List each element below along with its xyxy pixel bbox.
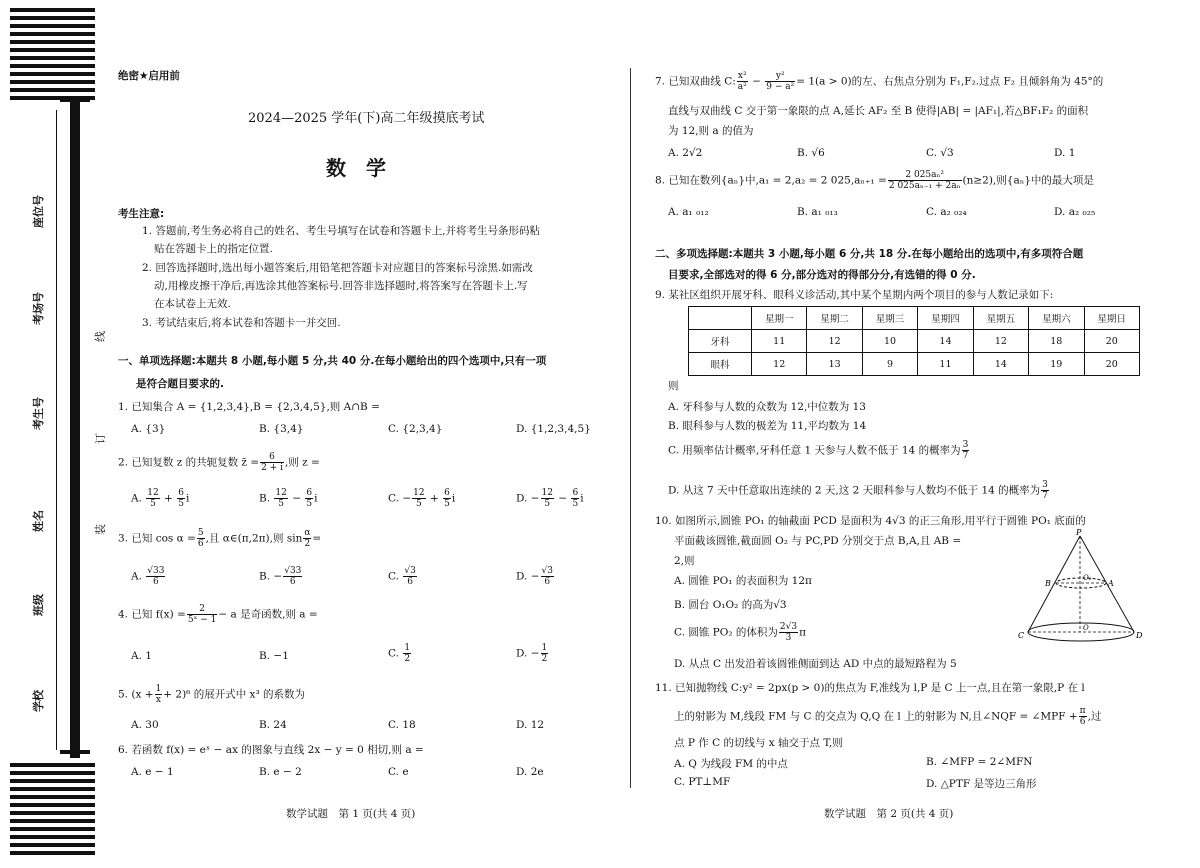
q4-option-c: C. $\frac{1}{2}$ bbox=[388, 643, 411, 664]
question-4: 4. 已知 f(x) = $\frac{2}{\text{5ˣ − 1}}$ − a 是奇函数,则 a = bbox=[118, 604, 318, 625]
table-cell: 11 bbox=[918, 353, 973, 376]
notice-2: 2. 回答选择题时,选出每小题答案后,用铅笔把答题卡对应题目的答案标号涂黑.如需改 bbox=[142, 262, 533, 274]
label-o2: O₂ bbox=[1083, 574, 1092, 582]
table-cell: 10 bbox=[862, 330, 917, 353]
participation-table bbox=[688, 306, 1140, 376]
label-c: C bbox=[1018, 631, 1025, 640]
table-cell: 眼科 bbox=[689, 353, 752, 376]
table-header-cell: 星期二 bbox=[807, 307, 862, 330]
q8-option-c: C. a₂ ₀₂₄ bbox=[926, 206, 967, 218]
class-label: 班级 bbox=[32, 594, 45, 616]
q9-option-a: A. 牙科参与人数的众数为 12,中位数为 13 bbox=[668, 401, 866, 413]
fill-line bbox=[56, 110, 57, 750]
table-header-cell: 星期一 bbox=[752, 307, 807, 330]
table-cell: 12 bbox=[807, 330, 862, 353]
student-number-label: 考生号 bbox=[32, 397, 45, 430]
table-cell: 9 bbox=[862, 353, 917, 376]
q4-option-d: D. − $\frac{1}{2}$ bbox=[516, 643, 548, 664]
q8-option-a: A. a₁ ₀₁₂ bbox=[668, 206, 709, 218]
notice-3: 3. 考试结束后,将本试卷和答题卡一并交回. bbox=[142, 317, 341, 329]
notice-heading: 考生注意: bbox=[118, 208, 165, 220]
q11-option-c: C. PT⊥MF bbox=[674, 776, 731, 788]
table-header-cell: 星期日 bbox=[1084, 307, 1139, 330]
page-divider bbox=[630, 68, 631, 788]
label-d: D bbox=[1136, 631, 1143, 640]
q3-option-b: B. − $\frac{√33}{6}$ bbox=[259, 566, 302, 587]
school-label: 学校 bbox=[32, 690, 45, 712]
bar-tick bbox=[60, 750, 90, 754]
q7-option-a: A. 2√2 bbox=[668, 147, 703, 159]
table-cell: 13 bbox=[807, 353, 862, 376]
table-header-cell bbox=[689, 307, 752, 330]
table-header-row bbox=[689, 307, 1140, 330]
q5-option-c: C. 18 bbox=[388, 719, 416, 731]
bottom-barcode-stripes bbox=[10, 763, 95, 859]
name-label: 姓名 bbox=[32, 510, 45, 532]
binding-char-bind: 装 bbox=[94, 524, 107, 535]
q9-option-d: D. 从这 7 天中任意取出连续的 2 天,这 2 天眼科参与人数均不低于 14 的概率为 $\frac{3}{7}$ bbox=[668, 480, 1048, 501]
q8-option-d: D. a₂ ₀₂₅ bbox=[1054, 206, 1096, 218]
table-cell: 19 bbox=[1029, 353, 1084, 376]
question-11: 11. 已知抛物线 C:y² = 2px(p > 0)的焦点为 F,准线为 l,P 是 C 上一点,且在第一象限,P 在 l bbox=[655, 682, 1085, 694]
q5-option-b: B. 24 bbox=[259, 719, 287, 731]
page-1-footer: 数学试题 第 1 页(共 4 页) bbox=[286, 808, 416, 820]
table-row-eye bbox=[689, 353, 1140, 376]
question-11-line3: 点 P 作 C 的切线与 x 轴交于点 T,则 bbox=[674, 737, 843, 749]
question-3: 3. 已知 cos α = $\frac{5}{6}$ ,且 α∈(π,2π),则 sin $\frac{\alpha}{2}$ = bbox=[118, 528, 322, 549]
table-row-dental bbox=[689, 330, 1140, 353]
table-cell: 14 bbox=[918, 330, 973, 353]
question-5: 5. (x + $\frac{1}{x}$ + 2)⁶ 的展开式中 x³ 的系数为 bbox=[118, 684, 306, 705]
bar-tick bbox=[60, 98, 90, 102]
cone-figure bbox=[1010, 528, 1150, 646]
confidential-mark: 绝密★启用前 bbox=[118, 70, 180, 82]
table-cell: 18 bbox=[1029, 330, 1084, 353]
question-7-line2: 直线与双曲线 C 交于第一象限的点 A,延长 AF₂ 至 B 使得|AB| = |AF₁|,若△BF₁F₂ 的面积 bbox=[668, 105, 1089, 117]
q6-option-c: C. e bbox=[388, 766, 409, 778]
question-2 bbox=[118, 452, 320, 473]
q1-option-d: D. {1,2,3,4,5} bbox=[516, 423, 591, 435]
q7-option-d: D. 1 bbox=[1054, 147, 1076, 159]
notice-1: 1. 答题前,考生务必将自己的姓名、考生号填写在试卷和答题卡上,并将考生号条形码粘 bbox=[142, 225, 541, 237]
q3-option-d: D. − $\frac{√3}{6}$ bbox=[516, 566, 553, 587]
table-cell: 14 bbox=[973, 353, 1028, 376]
question-10-line2: 平面截该圆锥,截面圆 O₂ 与 PC,PD 分别交于点 B,A,且 AB = bbox=[674, 535, 962, 547]
question-1: 1. 已知集合 A = {1,2,3,4},B = {2,3,4,5},则 A∩B = bbox=[118, 401, 380, 413]
q2-option-d: D. − $\frac{12}{5}$ − $\frac{6}{5}$ i bbox=[516, 488, 584, 509]
q2-option-b: B. $\frac{12}{5}$ − $\frac{6}{5}$ i bbox=[259, 488, 318, 509]
table-cell: 12 bbox=[973, 330, 1028, 353]
q2-tail: ,则 z = bbox=[284, 456, 320, 469]
top-barcode-stripes bbox=[10, 8, 95, 104]
section1-heading: 一、单项选择题:本题共 8 小题,每小题 5 分,共 40 分.在每小题给出的四个选项中,只有一项 bbox=[118, 355, 547, 367]
label-o1: O bbox=[1083, 624, 1089, 632]
q1-option-a: A. {3} bbox=[131, 423, 166, 435]
q11-option-a: A. Q 为线段 FM 的中点 bbox=[674, 758, 788, 770]
notice-2-cont2: 在本试卷上无效. bbox=[154, 298, 231, 310]
exam-title: 2024—2025 学年(下)高二年级摸底考试 bbox=[248, 111, 485, 126]
q9-option-b: B. 眼科参与人数的极差为 11,平均数为 14 bbox=[668, 420, 867, 432]
subject-title: 数 学 bbox=[326, 156, 386, 180]
q2-option-a: A. $\frac{12}{5}$ + $\frac{6}{5}$ i bbox=[131, 488, 190, 509]
seat-number-label: 座位号 bbox=[32, 195, 45, 228]
q2-fraction bbox=[260, 452, 284, 473]
binding-char-line: 线 bbox=[94, 331, 107, 342]
notice-1-cont: 贴在答题卡上的指定位置. bbox=[154, 243, 273, 255]
q5-option-d: D. 12 bbox=[516, 719, 545, 731]
q1-option-c: C. {2,3,4} bbox=[388, 423, 443, 435]
q4-option-a: A. 1 bbox=[131, 650, 152, 662]
q7-option-c: C. √3 bbox=[926, 147, 954, 159]
question-9: 9. 某社区组织开展牙科、眼科义诊活动,其中某个星期内两个项目的参与人数记录如下: bbox=[655, 289, 1054, 301]
binding-bar bbox=[70, 98, 80, 758]
exam-room-label: 考场号 bbox=[32, 292, 45, 325]
table-header-cell: 星期三 bbox=[862, 307, 917, 330]
question-10: 10. 如图所示,圆锥 PO₁ 的轴截面 PCD 是面积为 4√3 的正三角形,用平行于圆锥 PO₁ 底面的 bbox=[655, 515, 1086, 527]
cone-edge-right bbox=[1080, 536, 1134, 632]
table-cell: 12 bbox=[752, 353, 807, 376]
question-7: 7. 已知双曲线 C: $\frac{\text{x²}}{\text{a²}}$ − $\frac{\text{y²}}{\text{9 − a²}}$ = 1(a > 0)的左、右焦点分别为 F₁,F₂.过点 F₂ 且倾斜角为 45°的 bbox=[655, 71, 1104, 92]
q2-num: 6 bbox=[260, 452, 284, 463]
question-7-line3: 为 12,则 a 的值为 bbox=[668, 125, 754, 137]
q11-option-d: D. △PTF 是等边三角形 bbox=[926, 778, 1037, 790]
table-header-cell: 星期六 bbox=[1029, 307, 1084, 330]
q10-option-a: A. 圆锥 PO₁ 的表面积为 12π bbox=[674, 575, 812, 587]
label-p: P bbox=[1076, 528, 1082, 537]
table-header-cell: 星期五 bbox=[973, 307, 1028, 330]
label-a: A bbox=[1108, 579, 1114, 588]
q8-option-b: B. a₁ ₀₁₃ bbox=[797, 206, 838, 218]
question-11-line2: 上的射影为 M,线段 FM 与 C 的交点为 Q,Q 在 l 上的射影为 N,且∠NQF = ∠MPF + $\frac{\pi}{6}$ ,过 bbox=[674, 706, 1102, 727]
q11-option-b: B. ∠MFP = 2∠MFN bbox=[926, 756, 1033, 768]
q9-then: 则 bbox=[668, 380, 679, 392]
q10-option-c: C. 圆锥 PO₂ 的体积为 $\frac{2√3}{3}$ π bbox=[674, 622, 806, 643]
table-cell: 牙科 bbox=[689, 330, 752, 353]
section2-heading: 二、多项选择题:本题共 3 小题,每小题 6 分,共 18 分.在每小题给出的选项中,有多项符合题 bbox=[655, 248, 1084, 260]
section1-heading-cont: 是符合题目要求的. bbox=[136, 378, 224, 390]
q7-option-b: B. √6 bbox=[797, 147, 825, 159]
q4-option-b: B. −1 bbox=[259, 650, 289, 662]
question-8: 8. 已知在数列{aₙ}中,a₁ = 2,a₂ = 2 025,aₙ₊₁ = $\frac{\text{2 025aₙ²}}{\text{2 025aₙ₋₁ + 2aₙ}}$ (n≥2),则{aₙ}中的最大项是 bbox=[655, 170, 1094, 191]
table-header-cell: 星期四 bbox=[918, 307, 973, 330]
q2-stem: 2. 已知复数 z 的共轭复数 z̄ = bbox=[118, 456, 260, 469]
q9-option-c: C. 用频率估计概率,牙科任意 1 天参与人数不低于 14 的概率为 $\frac{3}{7}$ bbox=[668, 440, 969, 461]
question-10-line3: 2,则 bbox=[674, 555, 695, 567]
q10-option-d: D. 从点 C 出发沿着该圆锥侧面到达 AD 中点的最短路程为 5 bbox=[674, 658, 957, 670]
q6-option-a: A. e − 1 bbox=[131, 766, 174, 778]
section2-heading-cont: 目要求,全部选对的得 6 分,部分选对的得部分分,有选错的得 0 分. bbox=[668, 269, 976, 281]
q10-option-b: B. 圆台 O₁O₂ 的高为√3 bbox=[674, 599, 787, 611]
binding-char-staple: 订 bbox=[94, 433, 107, 444]
question-6: 6. 若函数 f(x) = eˣ − ax 的图象与直线 2x − y = 0 相切,则 a = bbox=[118, 744, 424, 756]
q2-den: 2 + i bbox=[261, 463, 283, 473]
q6-option-b: B. e − 2 bbox=[259, 766, 302, 778]
q3-option-c: C. $\frac{√3}{6}$ bbox=[388, 566, 416, 587]
table-cell: 20 bbox=[1084, 330, 1139, 353]
q3-option-a: A. $\frac{√33}{6}$ bbox=[131, 566, 165, 587]
table-cell: 11 bbox=[752, 330, 807, 353]
cone-edge-left bbox=[1028, 536, 1080, 632]
table-cell: 20 bbox=[1084, 353, 1139, 376]
q5-option-a: A. 30 bbox=[131, 719, 159, 731]
page-2-footer: 数学试题 第 2 页(共 4 页) bbox=[824, 808, 954, 820]
q1-option-b: B. {3,4} bbox=[259, 423, 304, 435]
label-b: B bbox=[1045, 579, 1051, 588]
notice-2-cont: 动,用橡皮擦干净后,再选涂其他答案标号.回答非选择题时,将答案写在答题卡上.写 bbox=[154, 280, 528, 292]
q2-option-c: C. − $\frac{12}{5}$ + $\frac{6}{5}$ i bbox=[388, 488, 456, 509]
q6-option-d: D. 2e bbox=[516, 766, 544, 778]
